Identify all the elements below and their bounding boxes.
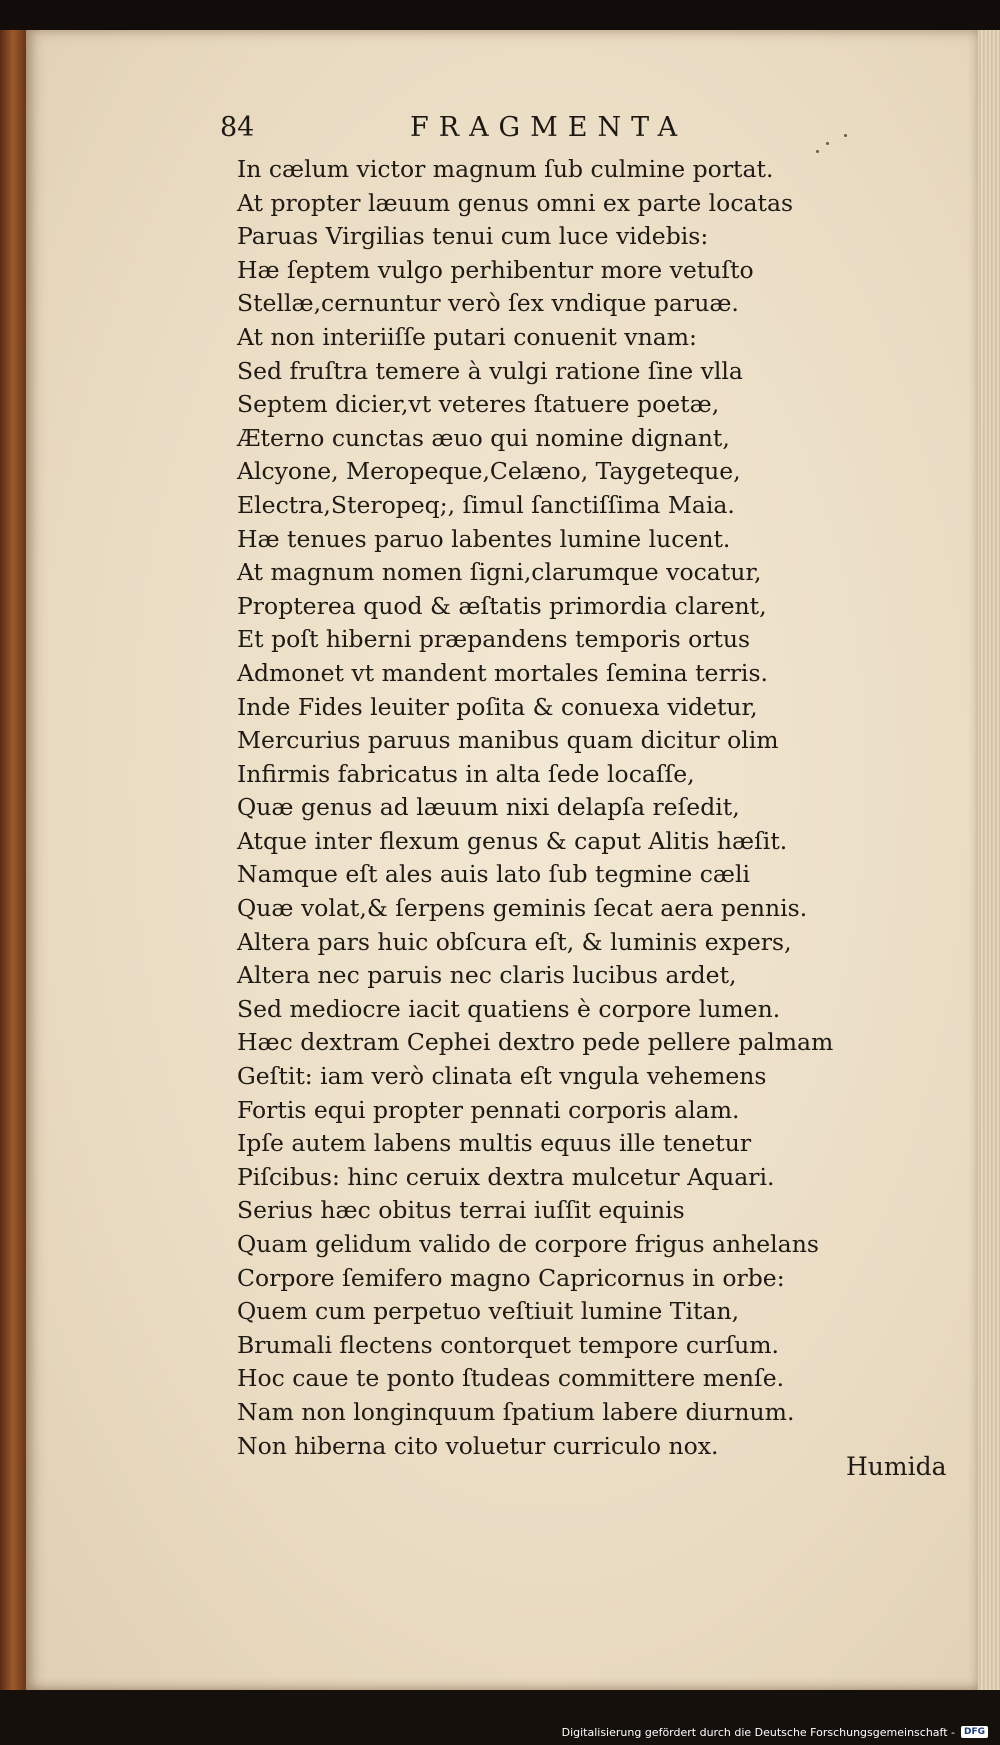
verse-line: Quæ genus ad læuum nixi delapſa reſedit, <box>237 793 740 822</box>
verse-line: Quem cum perpetuo veſtiuit lumine Titan, <box>237 1297 740 1326</box>
ink-speck <box>844 134 847 137</box>
verse-line: Namque eſt ales auis lato ſub tegmine cæli <box>237 860 751 889</box>
page-number: 84 <box>220 112 255 143</box>
verse-line: Quæ volat,& ſerpens geminis ſecat aera pennis. <box>237 894 808 923</box>
verse-line: Geſtit: iam verò clinata eſt vngula vehemens <box>237 1062 767 1091</box>
verse-line: Hoc caue te ponto ſtudeas committere menſe. <box>237 1364 785 1393</box>
running-head: FRAGMENTA <box>410 112 688 143</box>
verse-line: Atque inter flexum genus & caput Alitis hæſit. <box>237 826 788 855</box>
verse-line: Ipſe autem labens multis equus ille tenetur <box>237 1129 752 1158</box>
verse-line: Inde Fides leuiter poſita & conuexa videtur, <box>237 692 758 721</box>
catchword: Humida <box>846 1452 947 1481</box>
verse-line: Hæc dextram Cephei dextro pede pellere palmam <box>237 1028 834 1057</box>
page-header <box>220 112 760 152</box>
verse-line: Septem dicier,vt veteres ſtatuere poetæ, <box>237 390 720 419</box>
verse-line: Alcyone, Meropeque,Celæno, Taygeteque, <box>237 457 741 486</box>
verse-line: At propter læuum genus omni ex parte locatas <box>237 188 794 217</box>
digitization-footer <box>562 1723 988 1741</box>
ink-speck <box>826 142 829 145</box>
dfg-logo: DFG <box>961 1726 988 1738</box>
verse-line: In cælum victor magnum ſub culmine portat. <box>237 155 774 183</box>
verse-line: Altera nec paruis nec claris lucibus ardet, <box>237 961 737 990</box>
verse-line: Brumali flectens contorquet tempore curſum. <box>237 1330 780 1359</box>
verse-line: At magnum nomen ſigni,clarumque vocatur, <box>237 558 762 587</box>
verse-line: Piſcibus: hinc ceruix dextra mulcetur Aquari. <box>237 1162 775 1191</box>
verse-line: Quam gelidum valido de corpore frigus anhelans <box>237 1230 819 1258</box>
verse-line: Paruas Virgilias tenui cum luce videbis: <box>237 222 709 251</box>
verse-line: Admonet vt mandent mortales ſemina terris. <box>237 658 768 687</box>
book-binding <box>0 30 26 1695</box>
verse-line: Electra,Steropeq;, ſimul ſanctiſſima Maia. <box>237 490 735 519</box>
verse-line: Corpore ſemifero magno Capricornus in orbe: <box>237 1263 785 1292</box>
verse-text <box>237 153 917 1463</box>
verse-line: Sed fruſtra temere à vulgi ratione ſine vlla <box>237 356 743 385</box>
verse-line: Sed mediocre iacit quatiens è corpore lumen. <box>237 994 781 1023</box>
verse-line: Infirmis fabricatus in alta ſede locaſſe, <box>237 759 695 788</box>
verse-line: Non hiberna cito voluetur curriculo nox. <box>237 1431 719 1460</box>
verse-line: Propterea quod & æſtatis primordia clarent, <box>237 591 767 620</box>
scan-top-edge <box>0 0 1000 32</box>
verse-line: Hæ ſeptem vulgo perhibentur more vetuſto <box>237 255 754 284</box>
page-edges <box>978 30 1000 1695</box>
verse-line: Serius hæc obitus terrai iuſſit equinis <box>237 1196 685 1225</box>
footer-credit: Digitalisierung gefördert durch die Deutsche Forschungsgemeinschaft - <box>561 1725 955 1739</box>
verse-line: Et poſt hiberni præpandens temporis ortus <box>237 625 751 654</box>
verse-line: Stellæ,cernuntur verò ſex vndique paruæ. <box>237 289 739 318</box>
verse-line: Mercurius paruus manibus quam dicitur olim <box>237 726 779 755</box>
verse-line: Hæ tenues paruo labentes lumine lucent. <box>237 524 731 553</box>
verse-line: Æterno cunctas æuo qui nomine dignant, <box>237 423 730 452</box>
verse-line: At non interiiſſe putari conuenit vnam: <box>237 322 697 351</box>
verse-line: Nam non longinquum ſpatium labere diurnum. <box>237 1397 795 1426</box>
verse-line: Fortis equi propter pennati corporis alam. <box>237 1095 740 1124</box>
verse-line: Altera pars huic obſcura eſt, & luminis expers, <box>237 927 792 956</box>
